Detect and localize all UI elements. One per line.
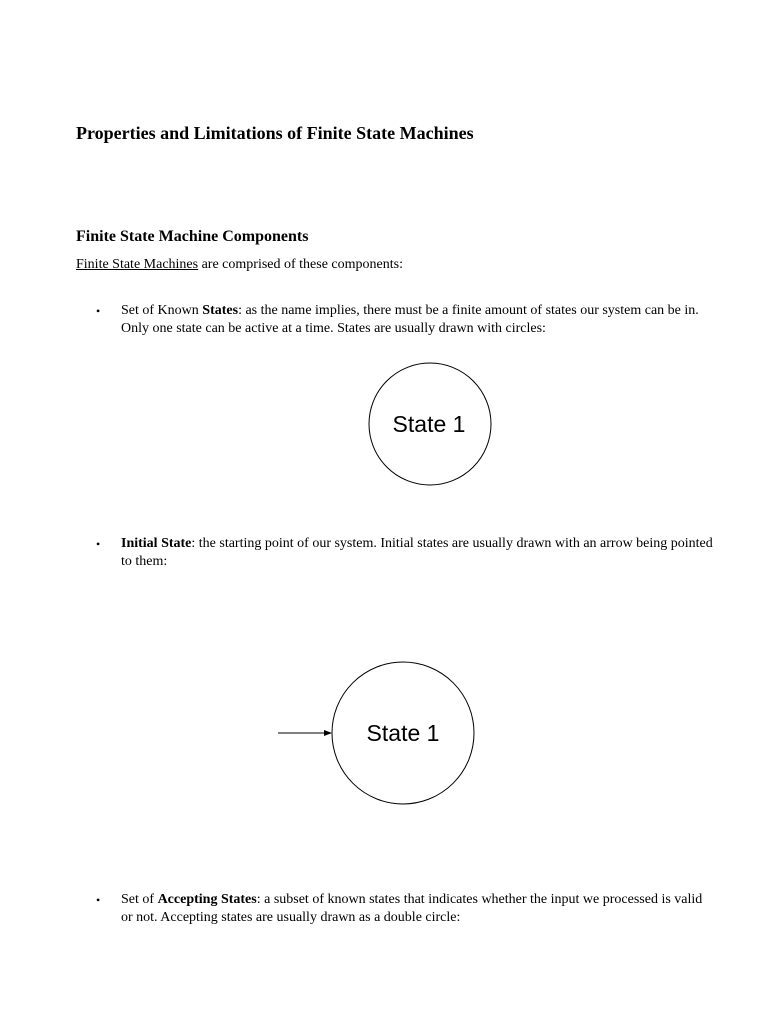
list-item-description: : the starting point of our system. Initial states are usually drawn with an arrow being pointed to them: (121, 536, 713, 569)
list-item-text (121, 535, 716, 571)
list-item-prefix: Set of Known (121, 303, 203, 318)
list-item-term: States (202, 303, 239, 318)
list-item-text (121, 891, 716, 927)
bullet-icon: • (96, 537, 101, 551)
arrow-head-icon (324, 730, 332, 736)
fsm-link[interactable]: Finite State Machines (76, 257, 199, 272)
list-item-accepting-states (96, 891, 716, 927)
intro-text: are comprised of these components: (198, 257, 403, 272)
bullet-icon: • (96, 893, 101, 907)
list-item-description: : a subset of known states that indicates whether the input we processed is valid or not. Accepting states are usually drawn as a double circle: (121, 892, 703, 925)
list-item-description: : as the name implies, there must be a finite amount of states our system can be in. Only one state can be active at a time. States are usually drawn with circles: (121, 303, 699, 336)
list-item-term: Accepting States (157, 892, 257, 907)
state-label: State 1 (392, 411, 466, 437)
list-item-text (121, 302, 716, 338)
list-item-known-states (96, 302, 716, 338)
state-label: State 1 (366, 720, 440, 746)
list-item-term: Initial State (121, 536, 192, 551)
page-title: Properties and Limitations of Finite State Machines (76, 123, 474, 143)
section-heading: Finite State Machine Components (76, 228, 309, 245)
bullet-icon: • (96, 304, 101, 318)
intro-paragraph (76, 256, 403, 274)
initial-state-diagram (270, 655, 490, 815)
state-diagram (360, 355, 500, 495)
list-item-prefix: Set of (121, 892, 158, 907)
list-item-initial-state (96, 535, 716, 571)
